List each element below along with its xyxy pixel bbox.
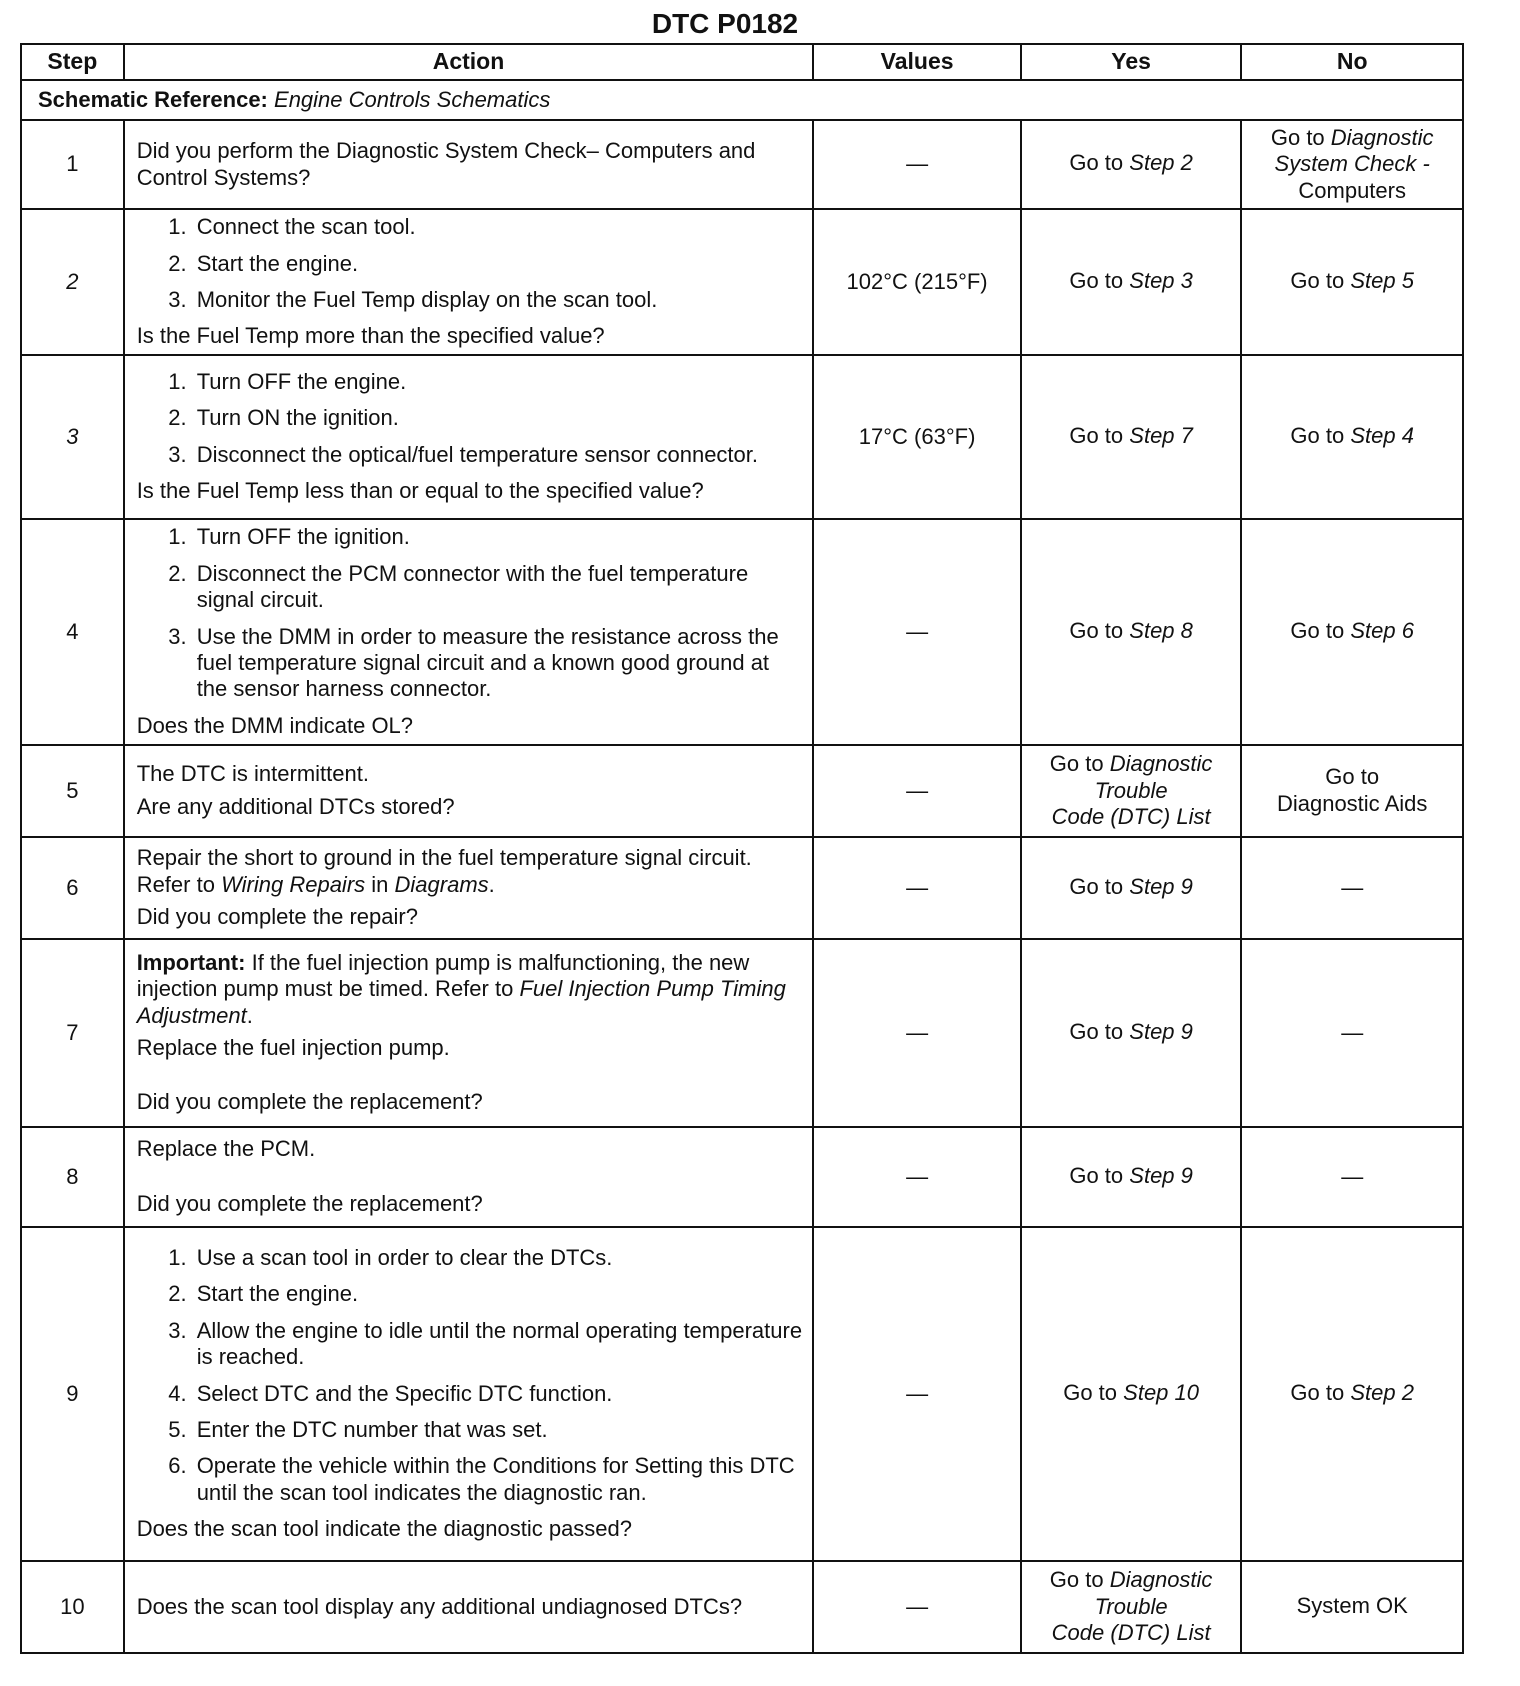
action-cell xyxy=(124,837,814,939)
column-header-action: Action xyxy=(124,44,814,80)
table-row xyxy=(21,1227,1463,1561)
action-question: Is the Fuel Temp less than or equal to the specified value? xyxy=(136,478,704,504)
action-question: Does the scan tool indicate the diagnostic passed? xyxy=(136,1516,633,1542)
value-cell: — xyxy=(813,1561,1021,1653)
no-link[interactable]: Diagnostic System Check - xyxy=(1274,125,1434,177)
value-cell: — xyxy=(813,1227,1021,1561)
yes-link-continued[interactable]: Code (DTC) List xyxy=(1051,803,1211,829)
wiring-repairs-link[interactable]: Wiring Repairs xyxy=(221,871,366,897)
table-row xyxy=(21,939,1463,1127)
list-item: 2. Start the engine. xyxy=(193,1281,803,1307)
step-number: 10 xyxy=(21,1561,124,1653)
action-cell xyxy=(124,209,814,355)
table-row xyxy=(21,837,1463,939)
no-cell[interactable]: Go to Step 2 xyxy=(1241,1227,1463,1561)
yes-link[interactable]: Step 9 xyxy=(1129,1018,1193,1044)
action-cell xyxy=(124,939,814,1127)
step-number: 8 xyxy=(21,1127,124,1227)
action-question: Is the Fuel Temp more than the specified value? xyxy=(136,323,605,349)
diagnostic-table xyxy=(20,43,1464,1654)
table-row xyxy=(21,120,1463,209)
list-item: 3. Disconnect the optical/fuel temperature sensor connector. xyxy=(193,442,803,468)
yes-link[interactable]: Step 3 xyxy=(1129,267,1193,293)
column-header-yes: Yes xyxy=(1021,44,1242,80)
no-cell[interactable]: Go to Step 5 xyxy=(1241,209,1463,355)
action-question: Did you complete the replacement? xyxy=(136,1190,483,1216)
action-cell xyxy=(124,1127,814,1227)
table-header-row xyxy=(21,44,1463,80)
no-link[interactable]: Step 6 xyxy=(1350,617,1414,643)
yes-link[interactable]: Step 2 xyxy=(1129,150,1193,176)
yes-cell[interactable]: Go to Step 3 xyxy=(1021,209,1242,355)
no-link-continued[interactable]: Computers xyxy=(1298,177,1406,203)
table-row xyxy=(21,209,1463,355)
list-item: 1. Connect the scan tool. xyxy=(193,214,803,240)
column-header-step: Step xyxy=(21,44,124,80)
action-instruction: Replace the fuel injection pump. xyxy=(136,1034,450,1060)
action-cell xyxy=(124,745,814,837)
value-cell: — xyxy=(813,939,1021,1127)
no-cell: — xyxy=(1241,939,1463,1127)
list-item: 2. Disconnect the PCM connector with the fuel temperature signal circuit. xyxy=(193,561,803,614)
list-item: 5. Enter the DTC number that was set. xyxy=(193,1417,803,1443)
action-cell xyxy=(124,120,814,209)
yes-link[interactable]: Diagnostic xyxy=(1109,1567,1213,1593)
yes-link-continued[interactable]: Code (DTC) List xyxy=(1051,1619,1211,1645)
no-link[interactable]: Step 2 xyxy=(1350,1379,1414,1405)
yes-cell[interactable]: Go to Step 10 xyxy=(1021,1227,1242,1561)
yes-link[interactable]: Step 8 xyxy=(1129,617,1193,643)
yes-cell[interactable]: Go to Step 9 xyxy=(1021,837,1242,939)
action-question: Are any additional DTCs stored? xyxy=(136,793,455,819)
yes-link-continued[interactable]: Trouble xyxy=(1094,777,1168,803)
yes-cell[interactable]: Go to Step 8 xyxy=(1021,519,1242,745)
yes-cell[interactable]: Go to Diagnostic Trouble Code (DTC) List xyxy=(1021,745,1242,837)
step-number: 3 xyxy=(21,355,124,519)
list-item: 6. Operate the vehicle within the Conditions for Setting this DTC until the scan tool indicates the diagnostic ran. xyxy=(193,1453,803,1506)
step-number: 9 xyxy=(21,1227,124,1561)
step-number: 2 xyxy=(21,209,124,355)
value-cell: — xyxy=(813,519,1021,745)
no-link[interactable]: Step 5 xyxy=(1350,267,1414,293)
value-cell: — xyxy=(813,1127,1021,1227)
list-item: 1. Turn OFF the ignition. xyxy=(193,524,803,550)
table-row xyxy=(21,745,1463,837)
list-item: 3. Allow the engine to idle until the normal operating temperature is reached. xyxy=(193,1318,803,1371)
action-steps xyxy=(137,524,803,702)
table-row xyxy=(21,519,1463,745)
table-row xyxy=(21,1561,1463,1653)
yes-cell[interactable]: Go to Step 2 xyxy=(1021,120,1242,209)
important-label: Important: xyxy=(136,949,246,975)
action-cell xyxy=(124,519,814,745)
action-cell xyxy=(124,1561,814,1653)
value-cell: 17°C (63°F) xyxy=(813,355,1021,519)
yes-link-continued[interactable]: Trouble xyxy=(1094,1593,1168,1619)
no-cell[interactable]: Go to Diagnostic Aids xyxy=(1241,745,1463,837)
no-link[interactable]: Diagnostic Aids xyxy=(1276,790,1428,816)
action-question: Did you complete the repair? xyxy=(136,903,418,929)
diagrams-link[interactable]: Diagrams xyxy=(394,871,489,897)
schematic-reference-link[interactable]: Engine Controls Schematics xyxy=(274,86,551,112)
action-statement: The DTC is intermittent. xyxy=(136,761,369,787)
yes-cell[interactable]: Go to Step 9 xyxy=(1021,939,1242,1127)
no-cell[interactable]: Go to Step 6 xyxy=(1241,519,1463,745)
list-item: 3. Monitor the Fuel Temp display on the scan tool. xyxy=(193,287,803,313)
list-item: 1. Use a scan tool in order to clear the DTCs. xyxy=(193,1245,803,1271)
list-item: 2. Start the engine. xyxy=(193,251,803,277)
yes-link[interactable]: Diagnostic xyxy=(1109,751,1213,777)
yes-link[interactable]: Step 9 xyxy=(1129,873,1193,899)
yes-cell[interactable]: Go to Step 9 xyxy=(1021,1127,1242,1227)
important-note: Important: If the fuel injection pump is malfunctioning, the new injection pump must be timed. Refer to Fuel Injection Pump Timing Adjustment. xyxy=(136,949,786,1028)
page-title: DTC P0182 xyxy=(651,8,799,39)
no-cell: — xyxy=(1241,1127,1463,1227)
no-cell[interactable]: Go to Diagnostic System Check - Computers xyxy=(1241,120,1463,209)
value-cell: — xyxy=(813,120,1021,209)
action-question: Did you perform the Diagnostic System Check– Computers and Control Systems? xyxy=(136,138,756,190)
action-question: Did you complete the replacement? xyxy=(136,1089,483,1115)
schematic-reference-row xyxy=(21,80,1463,120)
yes-link[interactable]: Step 7 xyxy=(1129,422,1193,448)
yes-link[interactable]: Step 10 xyxy=(1123,1379,1199,1405)
action-cell xyxy=(124,355,814,519)
step-number: 6 xyxy=(21,837,124,939)
pump-timing-link[interactable]: Fuel Injection Pump Timing Adjustment xyxy=(136,976,786,1028)
schematic-reference-label: Schematic Reference: xyxy=(38,86,268,112)
yes-cell[interactable]: Go to Diagnostic Trouble Code (DTC) List xyxy=(1021,1561,1242,1653)
step-number: 4 xyxy=(21,519,124,745)
action-steps xyxy=(137,214,803,313)
action-instruction: Replace the PCM. xyxy=(136,1136,316,1162)
step-number: 5 xyxy=(21,745,124,837)
action-question: Does the scan tool display any additional undiagnosed DTCs? xyxy=(136,1593,743,1619)
column-header-no: No xyxy=(1241,44,1463,80)
schematic-reference xyxy=(21,80,1463,120)
no-cell: — xyxy=(1241,837,1463,939)
list-item: 4. Select DTC and the Specific DTC function. xyxy=(193,1381,803,1407)
table-row xyxy=(21,1127,1463,1227)
step-number: 7 xyxy=(21,939,124,1127)
list-item: 1. Turn OFF the engine. xyxy=(193,369,803,395)
value-cell: — xyxy=(813,745,1021,837)
value-cell: — xyxy=(813,837,1021,939)
yes-link[interactable]: Step 9 xyxy=(1129,1162,1193,1188)
action-question: Does the DMM indicate OL? xyxy=(136,712,414,738)
step-number: 1 xyxy=(21,120,124,209)
action-steps xyxy=(137,369,803,468)
action-cell xyxy=(124,1227,814,1561)
action-instruction: Repair the short to ground in the fuel temperature signal circuit. Refer to Wiring Repairs in Diagrams. xyxy=(136,845,752,897)
column-header-values: Values xyxy=(813,44,1021,80)
action-steps xyxy=(137,1245,803,1506)
value-cell: 102°C (215°F) xyxy=(813,209,1021,355)
no-cell: System OK xyxy=(1241,1561,1463,1653)
table-row xyxy=(21,355,1463,519)
yes-cell[interactable]: Go to Step 7 xyxy=(1021,355,1242,519)
list-item: 3. Use the DMM in order to measure the resistance across the fuel temperature signal circuit and a known good ground at the sensor harness connector. xyxy=(193,624,803,703)
list-item: 2. Turn ON the ignition. xyxy=(193,405,803,431)
no-link[interactable]: Step 4 xyxy=(1350,422,1414,448)
no-cell[interactable]: Go to Step 4 xyxy=(1241,355,1463,519)
